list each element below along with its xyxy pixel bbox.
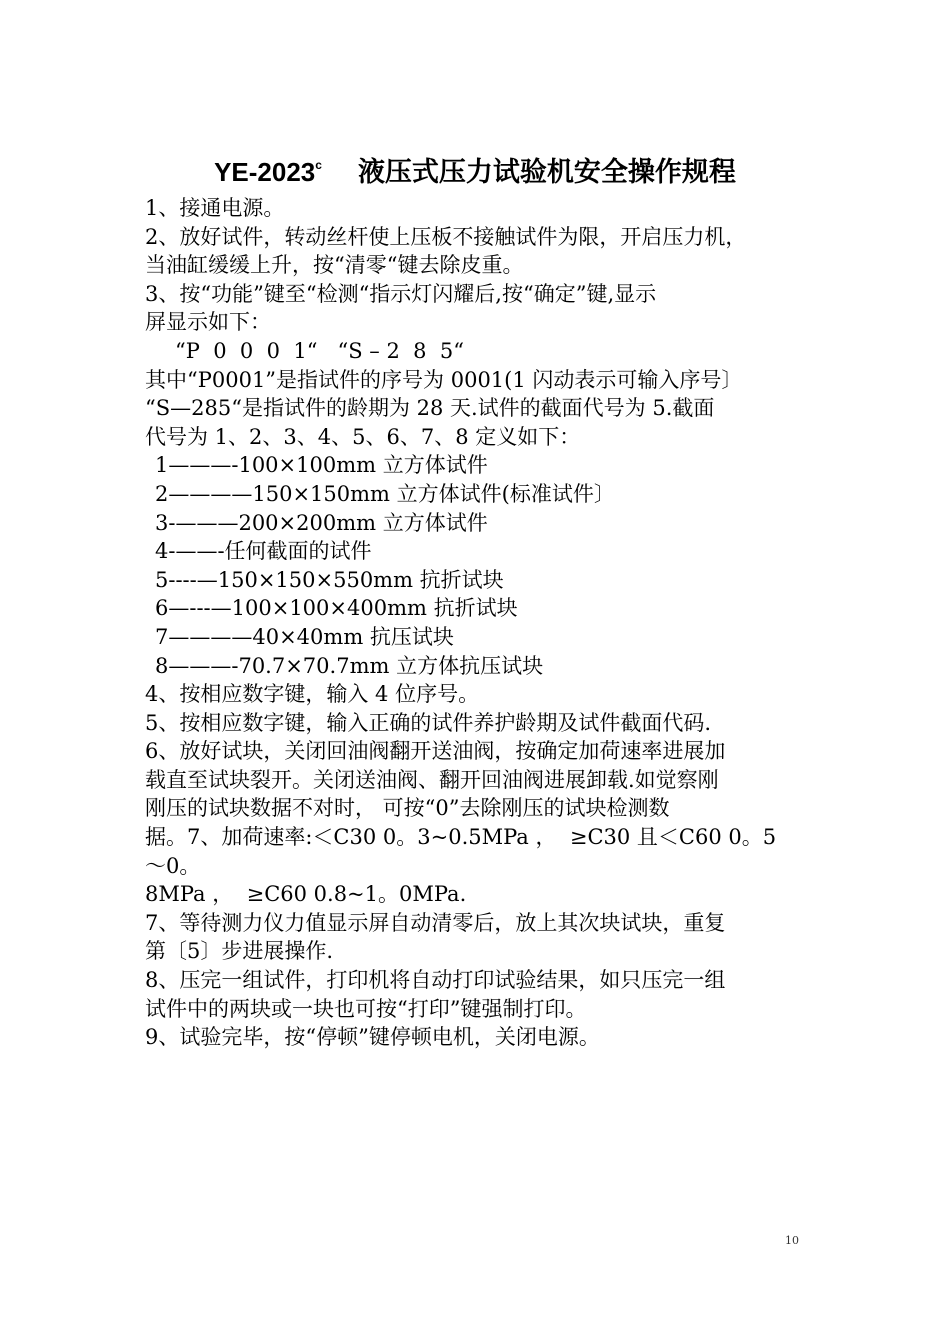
section-code-item: 2————150×150mm 立方体试件(标准试件〕: [155, 481, 615, 506]
body-line: 当油缸缓缓上升，按“清零“键去除皮重。: [145, 253, 524, 278]
body-line: 据。7、加荷速率:＜C30 0。3~0.5MPa ， ≥C30 且＜C60 0。5: [145, 825, 777, 850]
body-line: 6、放好试块，关闭回油阀翻开送油阀，按确定加荷速率进展加: [145, 739, 726, 764]
body-line: 其中“P0001”是指试件的序号为 0001(1 闪动表示可输入序号〕: [145, 367, 743, 392]
body-line: 7、等待测力仪力值显示屏自动清零后，放上其次块试块，重复: [145, 910, 726, 935]
body-line: 4、按相应数字键，输入 4 位序号。: [145, 682, 480, 707]
body-line: 刚压的试块数据不对时， 可按“0”去除刚压的试块检测数: [145, 796, 670, 821]
section-code-item: 7————40×40mm 抗压试块: [155, 624, 454, 649]
title-text: 液压式压力试验机安全操作规程: [357, 157, 736, 188]
document-body: [145, 194, 825, 1052]
body-line: 8MPa ， ≥C60 0.8~1。0MPa.: [145, 882, 467, 907]
title-model: YE-2023: [214, 157, 316, 187]
body-line: 9、试验完毕，按“停顿”键停顿电机，关闭电源。: [145, 1025, 600, 1050]
document-title: [0, 145, 950, 196]
body-line: 8、压完一组试件，打印机将自动打印试验结果，如只压完一组: [145, 968, 726, 993]
section-code-item: 1———-100×100mm 立方体试件: [155, 453, 488, 478]
body-line: 试件中的两块或一块也可按“打印”键强制打印。: [145, 996, 587, 1021]
display-codes-line: “P 0 0 0 1“ “S – 2 8 5“: [175, 338, 464, 363]
body-line: “S—285“是指试件的龄期为 28 天.试件的截面代号为 5.截面: [145, 396, 715, 421]
body-line: ～0。: [145, 853, 201, 878]
body-line: 5、按相应数字键，输入正确的试件养护龄期及试件截面代码.: [145, 710, 712, 735]
body-line: 1、接通电源。: [145, 196, 285, 220]
page-number: 10: [785, 1234, 799, 1247]
section-code-item: 8———-70.7×70.7mm 立方体抗压试块: [155, 653, 544, 678]
body-line: 2、放好试件，转动丝杆使上压板不接触试件为限，开启压力机，: [145, 224, 747, 249]
section-code-item: 4-——-任何截面的试件: [155, 539, 372, 564]
body-line: 载直至试块裂开。关闭送油阀、翻开回油阀进展卸载.如觉察刚: [145, 767, 719, 792]
section-code-item: 3-———200×200mm 立方体试件: [155, 510, 488, 535]
section-code-item: 6—---—100×100×400mm 抗折试块: [155, 596, 518, 621]
body-line: 代号为 1、2、3、4、5、6、7、8 定义如下：: [145, 424, 581, 449]
section-code-item: 5----—150×150×550mm 抗折试块: [155, 567, 504, 592]
body-line: 3、按“功能”键至“检测“指示灯闪耀后,按“确定”键,显示: [145, 281, 657, 306]
body-line: 第〔5〕步进展操作.: [145, 939, 334, 964]
title-superscript: c: [315, 158, 322, 172]
body-line: 屏显示如下：: [145, 310, 271, 335]
